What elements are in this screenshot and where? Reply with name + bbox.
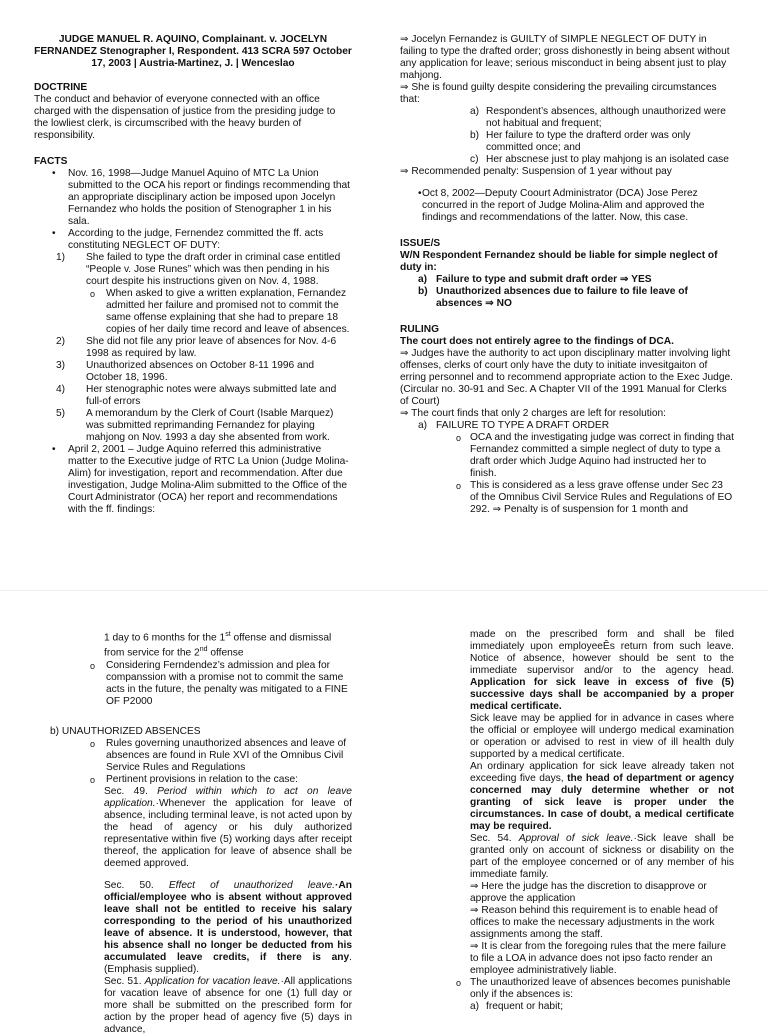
section-text: ·Whenever the application for leave of absence, including terminal leave, is not acted upon by the head of agency or his duly authorized representative within five (5) working days after receipt thereof, the application for leave of absence shall be deemed approved. <box>104 797 352 869</box>
ruling-sub-item <box>400 480 734 516</box>
facts-numbered-item: 5) A memorandum by the Clerk of Court (Isable Marquez) was submitted reprimanding Fernandez for playing mahjong on Nov. 1993 a day she absented from work. <box>56 408 334 443</box>
circumstance-text: Respondent’s absences, although unauthorized were not habitual and frequent; <box>486 106 726 129</box>
facts-item-text: Unauthorized absences on October 8-11 1996 and October 18, 1996. <box>86 360 315 383</box>
page-2 <box>0 590 768 1035</box>
punishable-item: a) frequent or habit; <box>470 1001 564 1012</box>
section-text: . (Emphasis supplied). <box>104 951 352 975</box>
facts-numbered-item: 2) She did not file any prior leave of absences for Nov. 4-6 1998 as required by law. <box>56 336 337 359</box>
page1-right-column <box>400 34 734 516</box>
facts-bullet <box>34 444 352 516</box>
dca-bullet <box>400 188 734 224</box>
circumstance-text: Her failure to type the drafterd order was only committed once; and <box>486 130 691 153</box>
ruling-heading: RULING <box>400 324 440 335</box>
circumstance-item: b) Her failure to type the drafterd order was only committed once; and <box>470 130 691 153</box>
sick-leave-text-bold: Application for sick leave in excess of five (5) successive days shall be accompanied by a proper medical certificate. <box>470 677 734 712</box>
section-50 <box>34 880 352 976</box>
section-label: Sec. 51. <box>104 975 142 987</box>
ruling-sub-item <box>400 432 734 480</box>
section-49 <box>34 786 352 870</box>
issue-item: a) Failure to type and submit draft order ⇒ YES <box>418 274 652 285</box>
reason-note: ⇒ Reason behind this requirement is to enable head of offices to make the necessary adjustments in the work assignments among the staff. <box>470 905 718 940</box>
continued-text <box>34 629 352 660</box>
penalty-sub-item <box>34 660 352 708</box>
facts-item-text: Her stenographic notes were always submitted late and full-of errors <box>86 384 337 407</box>
ruling-item-text: FAILURE TO TYPE A DRAFT ORDER <box>436 420 610 431</box>
issue-item: b) Unauthorized absences due to failure to file leave of absences ⇒ NO <box>418 286 688 309</box>
dca-bullet-text: Oct 8, 2002—Deputy Coourt Administrator (DCA) Jose Perez concurred in the report of Judge Molina-Alim and approved the findings and recommendations of the latter. Now, this case. <box>422 188 705 223</box>
unauthorized-absences-heading: b) UNAUTHORIZED ABSENCES <box>50 725 201 737</box>
superscript: st <box>225 631 231 638</box>
facts-numbered-item: 3) Unauthorized absences on October 8-11 1996 and October 18, 1996. <box>56 360 315 383</box>
facts-numbered-item: 4) Her stenographic notes were always submitted late and full-of errors <box>56 384 337 407</box>
sick-leave-text-bold: the head of department or agency concerned may duly determine whether or not granting of sick leave is proper under the circumstances. In case of doubt, a medical certificate may be required. <box>470 773 734 832</box>
facts-sub-item <box>34 288 352 336</box>
ruling-item: a) FAILURE TO TYPE A DRAFT ORDER <box>418 420 610 431</box>
issue-heading: ISSUE/S <box>400 238 441 249</box>
continued-text-part: 1 day to 6 months for the 1 <box>104 632 226 644</box>
facts-bullet-text: According to the judge, Fernendez committed the ff. acts constituting NEGLECT OF DUTY: <box>68 228 324 251</box>
sick-leave-text <box>400 761 734 833</box>
issue-text: W/N Respondent Fernandez should be liable for simple neglect of duty in: <box>400 250 718 273</box>
ruling-sub-text: OCA and the investigating judge was correct in finding that Fernandez committed a simple neglect of duty to type a draft order which Judge Aquino had instructed her to finish. <box>470 432 734 479</box>
section-title: Application for vacation leave. <box>144 975 281 987</box>
circumstance-text: Her abscnese just to play mahjong is an isolated case <box>486 154 729 165</box>
sick-leave-text: Sick leave may be applied for in advance in cases where the official or employee will undergo medical examination or operation or advised to rest in view of ill health duly supported by a medical certificate. <box>470 713 734 760</box>
continued-text-part: offense and dismissal from service for the 2 <box>104 632 332 659</box>
rule-note: ⇒ It is clear from the foregoing rules that the mere failure to file a LOA in advance does not ipso facto render an employee administratively liable. <box>470 941 726 976</box>
facts-numbered-item: 1) She failed to type the draft order in criminal case entitled “People v. Jose Runes” which was then pending in his court despite his instructions given on Nov. 4, 1988. <box>56 252 341 287</box>
absence-sub-item <box>34 774 352 786</box>
page2-right-column <box>400 629 734 1013</box>
facts-sub-text: When asked to give a written explanation, Fernandez admitted her failure and promised not to commit the same offense explaining that she had to prepare 18 copies of her daily time record and leave of absences. <box>106 288 350 335</box>
issue-item-text: Unauthorized absences due to failure to file leave of absences ⇒ NO <box>436 286 688 309</box>
sick-leave-text-part: made on the prescribed form and shall be filed immediately upon employeeÊs return from such leave. Notice of absence, however should be sent to the immediate supervisor and/or to the agency head. <box>470 629 734 676</box>
recommendation-text: ⇒ Jocelyn Fernandez is GUILTY of SIMPLE NEGLECT OF DUTY in failing to type the drafted order; gross dishonestly in being absent without any application for leave; serious misconduct in being absent just to play mahjong. <box>400 34 730 81</box>
issue-item-text: Failure to type and submit draft order ⇒ YES <box>436 274 652 285</box>
section-title: Approval of sick leave. <box>518 833 634 844</box>
facts-bullet <box>34 228 352 252</box>
section-54 <box>400 833 734 881</box>
section-label: Sec. 50. <box>104 879 154 891</box>
section-title: Period within which to act on leave application. <box>104 785 352 809</box>
section-label: Sec. 54. <box>470 833 512 844</box>
circumstance-item: a) Respondent’s absences, although unauthorized were not habitual and frequent; <box>470 106 726 129</box>
page2-left-column <box>34 629 352 1036</box>
circumstance-item: c) Her abscnese just to play mahjong is an isolated case <box>470 154 729 165</box>
section-label: Sec. 49. <box>104 785 148 797</box>
section-text: ·All applications for vacation leave of absence for one (1) full day or more shall be submitted on the prescribed form for action by the proper head of agency five (5) days in advance, <box>104 975 352 1035</box>
punishable-sub-text: The unauthorized leave of absences becomes punishable only if the absences is: <box>470 977 731 1000</box>
page1-left-column <box>34 34 352 516</box>
facts-item-text: She failed to type the draft order in criminal case entitled “People v. Jose Runes” which was then pending in his court despite his instructions given on Nov. 4, 1988. <box>86 252 341 287</box>
ruling-sub-text: This is considered as a less grave offense under Sec 23 of the Omnibus Civil Service Rules and Regulations of EO 292. ⇒ Penalty is of suspension for 1 month and <box>470 480 733 515</box>
facts-bullet-text: April 2, 2001 – Judge Aquino referred this administrative matter to the Executive judge of RTC La Union (Judge Molina-Alim) for investigation, report and recommendation. After due investigation, Judge Molina-Alim submitted to the Office of the Court Administrator (OCA) her report and recommendations with the ff. findings: <box>68 444 349 515</box>
absence-sub-text: Rules governing unauthorized absences and leave of absences are found in Rule XVI of the Omnibus Civil Service Rules and Regulations <box>106 737 347 773</box>
facts-bullet-text: Nov. 16, 1998—Judge Manuel Aquino of MTC La Union submitted to the OCA his report or findings recommending that an appropriate disciplinary action be imposed upon Jocelyn Fernandez who holds the position of Stenographer 1 in his sala. <box>68 168 350 227</box>
section-title: Effect of unauthorized leave. <box>168 879 336 891</box>
punishable-item-text: frequent or habit; <box>486 1001 564 1012</box>
facts-bullet <box>34 168 352 228</box>
recommendation-text: ⇒ She is found guilty despite considering the prevailing circumstances that: <box>400 82 717 105</box>
section-51 <box>34 976 352 1036</box>
absence-sub-item <box>34 738 352 774</box>
facts-heading: FACTS <box>34 156 68 167</box>
penalty-sub-text: Considering Ferndendez’s admission and plea for companssion with a promise not to commit the same acts in the future, the penalty was mitigated to a FINE OF P2000 <box>106 659 348 707</box>
recommended-penalty: ⇒ Recommended penalty: Suspension of 1 year without pay <box>400 166 672 177</box>
ruling-summary: The court does not entirely agree to the findings of DCA. <box>400 336 674 347</box>
absence-sub-text: Pertinent provisions in relation to the case: <box>106 773 298 785</box>
superscript: nd <box>199 646 208 654</box>
case-title: JUDGE MANUEL R. AQUINO, Complainant. v. JOCELYN FERNANDEZ Stenographer I, Respondent. 413 SCRA 597 October 17, 2003 | Austria-Martinez, J. | Wenceslao <box>34 34 352 69</box>
sick-leave-text <box>400 629 734 713</box>
punishable-sub-item <box>400 977 734 1001</box>
ruling-text: ⇒ The court finds that only 2 charges are left for resolution: <box>400 408 667 419</box>
section-text: ·Sick leave shall be granted only on account of sickness or disability on the part of the employee concerned or of any member of his immediate family. <box>470 833 734 880</box>
sick-leave-text-part: An ordinary application for sick leave already taken not exceeding five days, <box>470 761 734 784</box>
ruling-text: ⇒ Judges have the authority to act upon disciplinary matter involving light offenses, clerks of court only have the duty to initiate invesitgaiton of erring personnel and to recommend appropriate action to the Exec Judge. (Circular no. 30-91 and Sec. A Chapter VII of the 1991 Manual for Clerks of Court) <box>400 348 733 407</box>
doctrine-heading: DOCTRINE <box>34 82 88 93</box>
discretion-note: ⇒ Here the judge has the discretion to disapprove or approve the application <box>470 881 707 904</box>
section-text-bold: ·An official/employee who is absent without approved leave shall not be entitled to receive his salary corresponding to the period of his unauthorized leave of absence. It is understood, however, that his absence shall no longer be deducted from his accumulated leave credits, if there is any <box>104 879 352 963</box>
facts-item-text: A memorandum by the Clerk of Court (Isable Marquez) was submitted reprimanding Fernandez for playing mahjong on Nov. 1993 a day she absented from work. <box>86 408 334 443</box>
continued-text-part: offense <box>207 647 244 659</box>
doctrine-text: The conduct and behavior of everyone connected with an office charged with the dispensation of justice from the presiding judge to the lowliest clerk, is circumscribed with the heavy burden of responsibility. <box>34 94 336 141</box>
facts-item-text: She did not file any prior leave of absences for Nov. 4-6 1998 as required by law. <box>86 336 337 359</box>
